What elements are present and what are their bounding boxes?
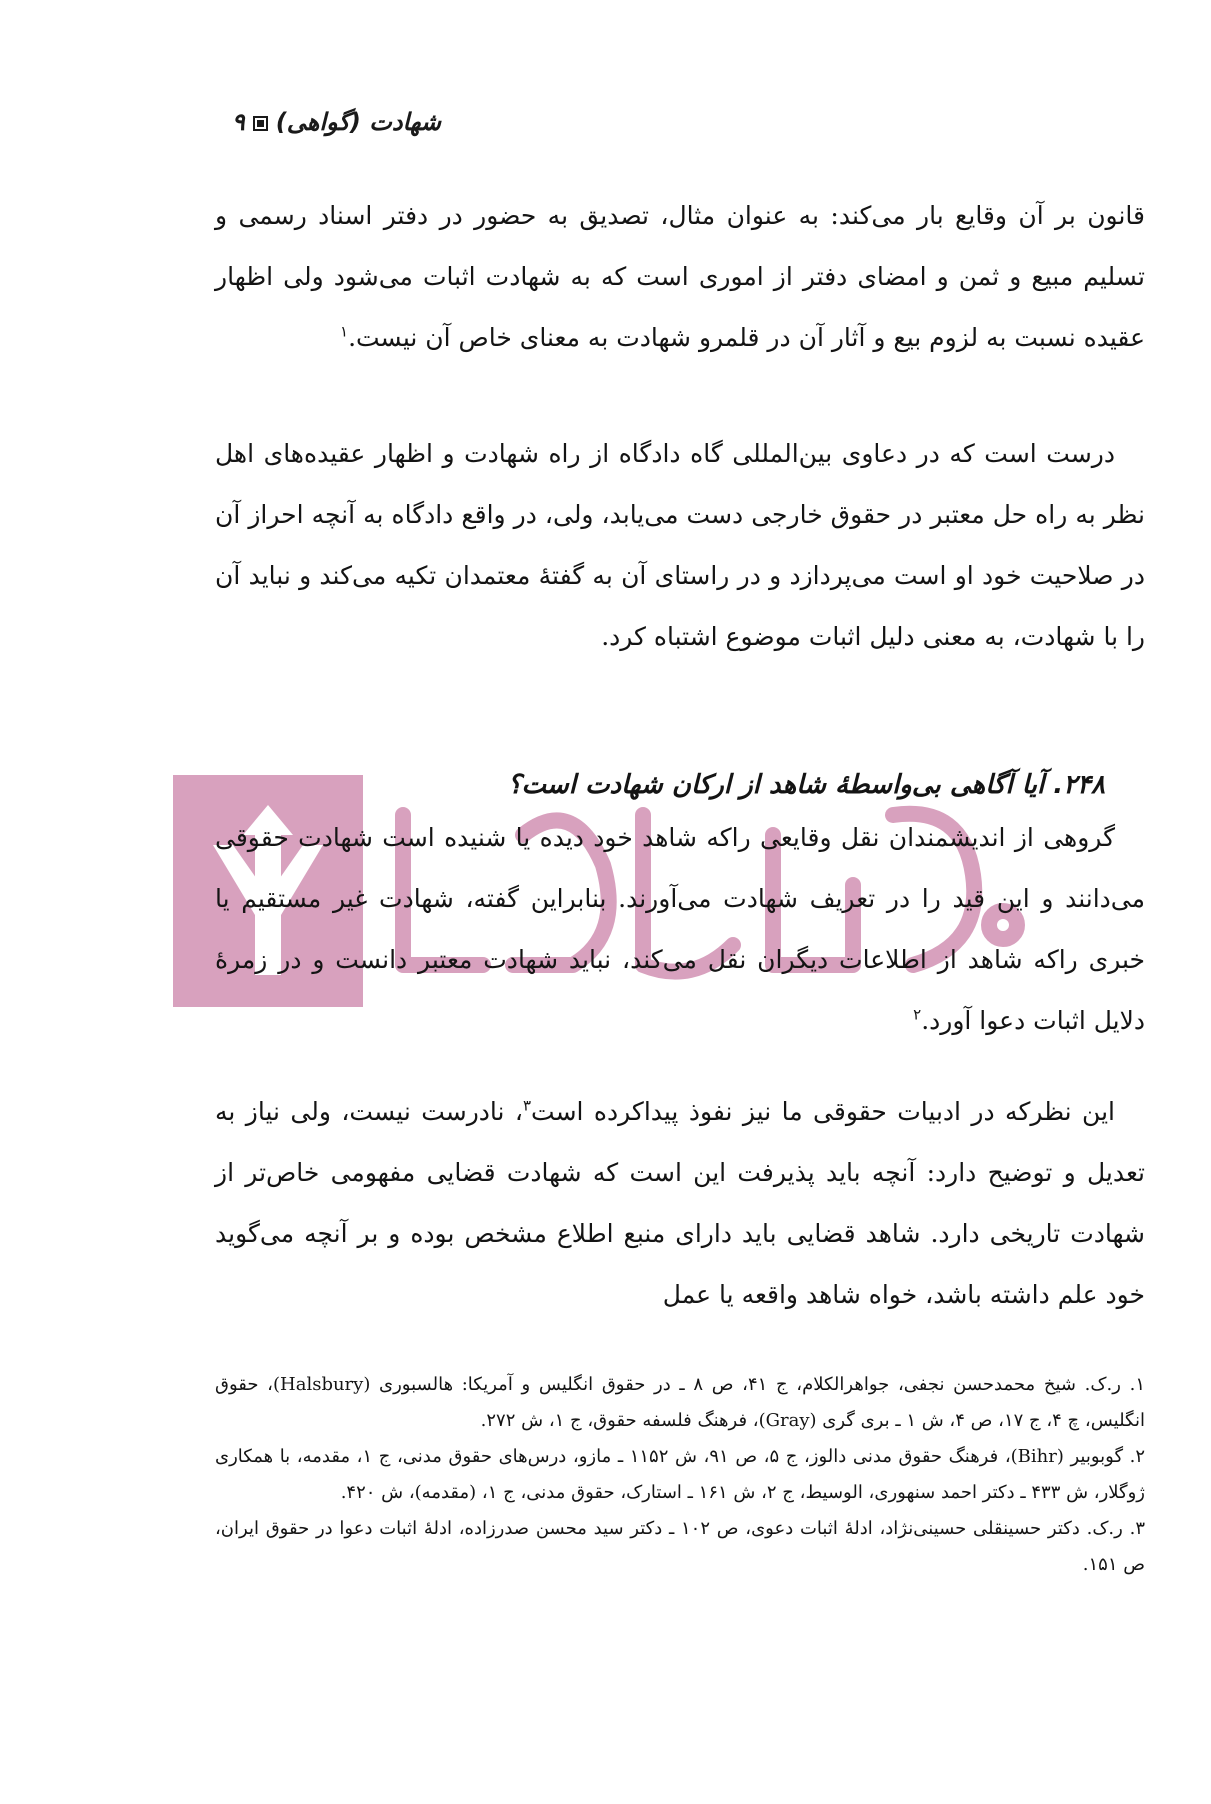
- page-number: ۹: [231, 108, 245, 136]
- footnote-ref-1[interactable]: ۱: [340, 322, 349, 341]
- paragraph-2-text: درست است که در دعاوی بین‌المللی گاه دادگاه از راه شهادت و اظهار عقیده‌های اهل نظر به راه حل معتبر در حقوق خارجی دست می‌یابد، ولی، در واقع دادگاه به آنچه احراز آن در صلاحیت خود او است می‌پردازد و در راستای آن به گفتهٔ معتمدان تکیه می‌کند و نباید آن را با شهادت، به معنی دلیل اثبات موضوع اشتباه کرد.: [215, 439, 1145, 651]
- square-bullet-icon: [253, 116, 268, 131]
- footnote-2: ۲. گوبوبیر (Bihr)، فرهنگ حقوق مدنی دالوز، ج ۵، ص ۹۱، ش ۱۱۵۲ ـ مازو، درس‌های حقوق مدنی، ج ۱، مقدمه، با همکاری ژوگلار، ش ۴۳۳ ـ دکتر احمد سنهوری، الوسیط، ج ۲، ش ۱۶۱ ـ استارک، حقوق مدنی، ج ۱، (مقدمه)، ش ۴۲۰.: [215, 1446, 1146, 1503]
- paragraph-4: [215, 1081, 1145, 1325]
- footnotes: [215, 1367, 1145, 1583]
- footnote-1: ۱. ر.ک. شیخ محمدحسن نجفی، جواهرالکلام، ج ۴۱، ص ۸ ـ در حقوق انگلیس و آمریکا: هالسبوری (Halsbury)، حقوق انگلیس، چ ۴، ج ۱۷، ص ۴، ش ۱ ـ بری گری (Gray)، فرهنگ فلسفه حقوق، ج ۱، ش ۲۷۲.: [215, 1374, 1145, 1431]
- paragraph-4-text-a: این نظرکه در ادبیات حقوقی ما نیز نفوذ پیداکرده است: [531, 1097, 1115, 1126]
- paragraph-2: [215, 423, 1145, 667]
- paragraph-4-text-b: ، نادرست نیست، ولی نیاز به تعدیل و توضیح دارد: آنچه باید پذیرفت این است که شهادت قضایی مفهومی خاص‌تر از شهادت تاریخی دارد. شاهد قضایی باید دارای منبع اطلاع مشخص بوده و بر آنچه می‌گوید خود علم داشته باشد، خواه شاهد واقعه یا عمل: [215, 1097, 1145, 1309]
- footnote-3: ۳. ر.ک. دکتر حسینقلی حسینی‌نژاد، ادلهٔ اثبات دعوی، ص ۱۰۲ ـ دکتر سید محسن صدرزاده، ادلهٔ اثبات دعوا در حقوق ایران، ص ۱۵۱.: [215, 1518, 1145, 1575]
- footnote-ref-3[interactable]: ۳: [522, 1096, 532, 1115]
- paragraph-1: [215, 185, 1145, 368]
- paragraph-3-text: گروهی از اندیشمندان نقل وقایعی راکه شاهد خود دیده یا شنیده است شهادت حقوقی می‌دانند و این قید را در تعریف شهادت می‌آورند. بنابراین گفته، شهادت غیر مستقیم یا خبری راکه شاهد از اطلاعات دیگران نقل می‌کند، نباید شهادت معتبر دانست و در زمرهٔ دلایل اثبات دعوا آورد.: [215, 823, 1145, 1035]
- paragraph-3: [215, 807, 1145, 1051]
- header-title: شهادت (گواهی): [275, 108, 441, 136]
- footnote-ref-2[interactable]: ۲: [913, 1005, 922, 1024]
- running-header: [141, 108, 441, 136]
- section-heading: ۲۴۸. آیا آگاهی بی‌واسطهٔ شاهد از ارکان شهادت است؟: [507, 770, 1105, 800]
- paragraph-1-text: قانون بر آن وقایع بار می‌کند: به عنوان مثال، تصدیق به حضور در دفتر اسناد رسمی و تسلیم مبیع و ثمن و امضای دفتر از اموری است که به شهادت اثبات می‌شود ولی اظهار عقیده نسبت به لزوم بیع و آثار آن در قلمرو شهادت به معنای خاص آن نیست.: [215, 201, 1145, 352]
